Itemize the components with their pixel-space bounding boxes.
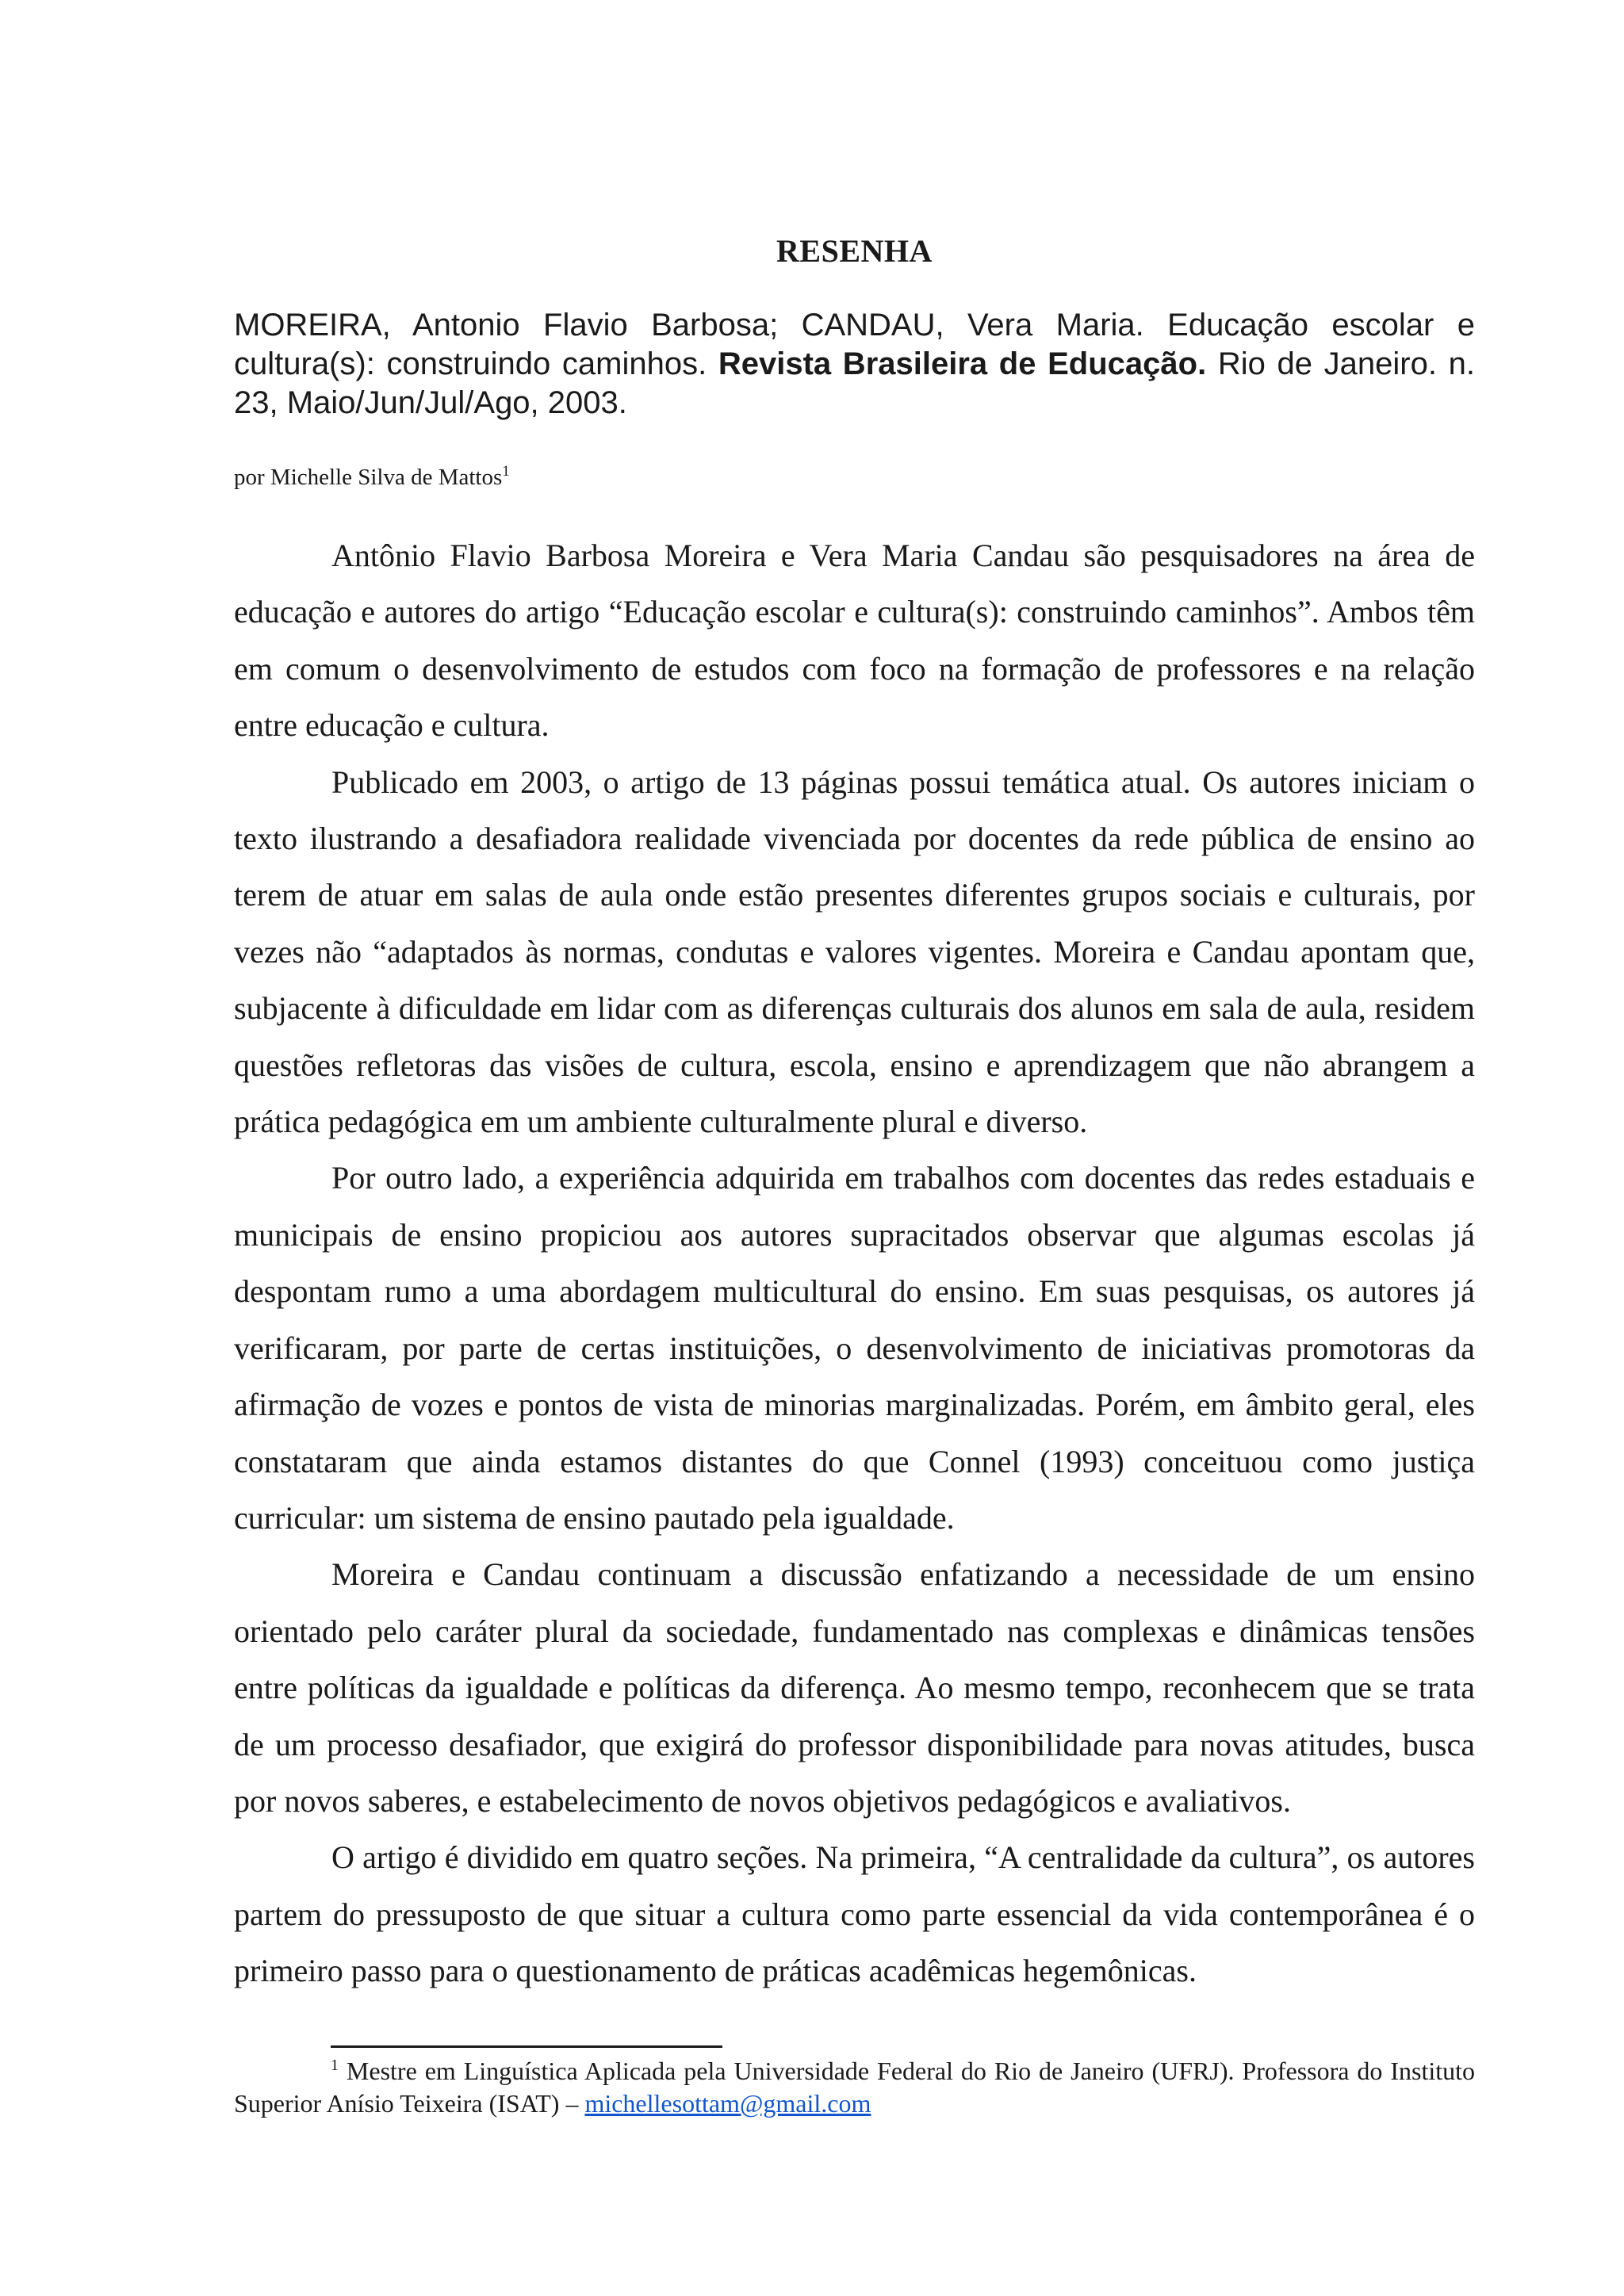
footnote-mark: 1 <box>331 2057 339 2074</box>
paragraph-1: Antônio Flavio Barbosa Moreira e Vera Maria Candau são pesquisadores na área de educação e autores do artigo “Educação escolar e cultura(s): construindo caminhos”. Ambos têm em comum o desenvolvimento de estudos com foco na formação de professores e na relação entre educação e cultura. <box>234 538 1475 744</box>
paragraph-3: Por outro lado, a experiência adquirida em trabalhos com docentes das redes estaduais e municipais de ensino propiciou aos autores supracitados observar que algumas escolas já despontam rumo a uma abordagem multicultural do ensino. Em suas pesquisas, os autores já verificaram, por parte de certas instituições, o desenvolvimento de iniciativas promotoras da afirmação de vozes e pontos de vista de minorias marginalizadas. Porém, em âmbito geral, eles constataram que ainda estamos distantes do que Connel (1993) conceituou como justiça curricular: um sistema de ensino pautado pela igualdade. <box>234 1160 1475 1536</box>
citation-authors-title: MOREIRA, Antonio Flavio Barbosa; CANDAU, Vera Maria. Educação escolar e cultura(s): construindo caminhos. <box>234 308 1475 381</box>
paragraph-5: O artigo é dividido em quatro seções. Na primeira, “A centralidade da cultura”, os autores partem do pressuposto de que situar a cultura como parte essencial da vida contemporânea é o primeiro passo para o questionamento de práticas acadêmicas hegemônicas. <box>234 1839 1475 1989</box>
paragraph-2: Publicado em 2003, o artigo de 13 páginas possui temática atual. Os autores iniciam o texto ilustrando a desafiadora realidade vivenciada por docentes da rede pública de ensino ao terem de atuar em salas de aula onde estão presentes diferentes grupos sociais e culturais, por vezes não “adaptados às normas, condutas e valores vigentes. Moreira e Candau apontam que, subjacente à dificuldade em lidar com as diferenças culturais dos alunos em sala de aula, residem questões refletoras das visões de cultura, escola, ensino e aprendizagem que não abrangem a prática pedagógica em um ambiente culturalmente plural e diverso. <box>234 763 1475 1140</box>
document-title: RESENHA <box>776 233 933 269</box>
bibliographic-citation <box>234 306 1475 423</box>
footnote-reference[interactable]: 1 <box>502 463 510 480</box>
byline-text: por Michelle Silva de Mattos <box>234 465 503 490</box>
footnote-text: Mestre em Linguística Aplicada pela Universidade Federal do Rio de Janeiro (UFRJ). Professora do Instituto Superior Anísio Teixeira (ISAT) – <box>234 2057 1475 2118</box>
email-link[interactable]: michellesottam@gmail.com <box>584 2089 871 2118</box>
footnote <box>234 2055 1475 2120</box>
citation-journal: Revista Brasileira de Educação. <box>718 346 1207 381</box>
review-body <box>234 527 1475 1999</box>
citation-details: Rio de Janeiro. n. 23, Maio/Jun/Jul/Ago, 2003. <box>234 346 1475 420</box>
author-byline <box>234 461 510 493</box>
footnote-separator <box>331 2045 722 2048</box>
paragraph-4: Moreira e Candau continuam a discussão enfatizando a necessidade de um ensino orientado pelo caráter plural da sociedade, fundamentado nas complexas e dinâmicas tensões entre políticas da igualdade e políticas da diferença. Ao mesmo tempo, reconhecem que se trata de um processo desafiador, que exigirá do professor disponibilidade para novas atitudes, busca por novos saberes, e estabelecimento de novos objetivos pedagógicos e avaliativos. <box>234 1556 1475 1819</box>
